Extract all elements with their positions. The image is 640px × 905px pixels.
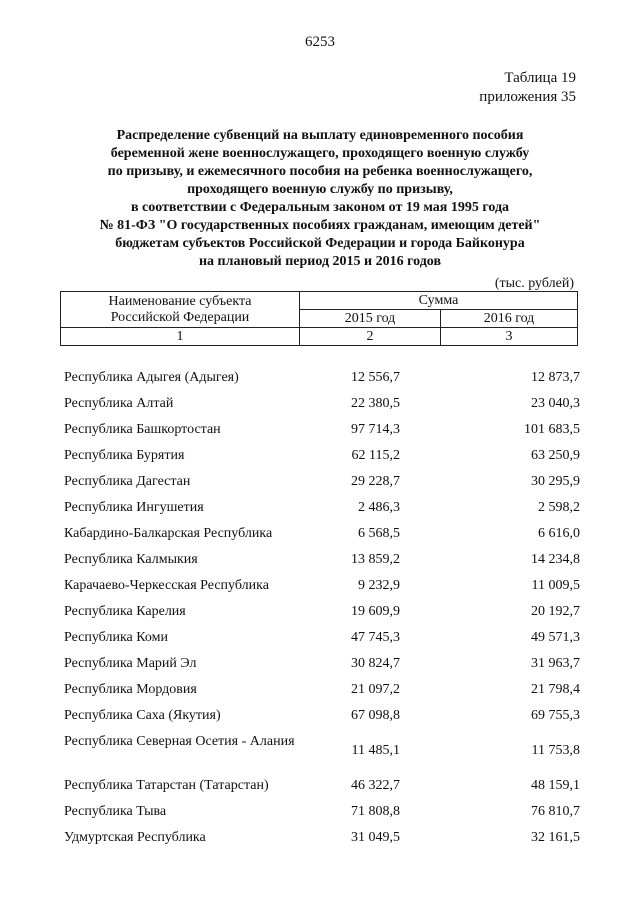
- table-row: [64, 598, 580, 624]
- title-line: Распределение субвенций на выплату единовременного пособия: [116, 128, 524, 143]
- header-name-line1: Наименование субъекта: [108, 293, 252, 309]
- table-row: [64, 572, 580, 598]
- value-2015: 22 380,5: [351, 396, 400, 411]
- title-line: проходящего военную службу по призыву,: [187, 182, 453, 197]
- value-2015: 29 228,7: [351, 474, 400, 489]
- header-name-line2: Российской Федерации: [110, 309, 250, 325]
- header-name-cell: [61, 292, 300, 328]
- subject-name: Кабардино-Балкарская Республика: [64, 526, 273, 541]
- value-2016: 11 753,8: [531, 743, 580, 758]
- subject-name: Удмуртская Республика: [64, 830, 206, 845]
- value-2016: 69 755,3: [531, 708, 580, 723]
- table-row: [64, 702, 580, 728]
- table-row: [64, 390, 580, 416]
- table-row: [64, 676, 580, 702]
- value-2015: 11 485,1: [351, 743, 400, 758]
- table-row: [64, 494, 580, 520]
- table-row: [64, 364, 580, 390]
- value-2016: 23 040,3: [531, 396, 580, 411]
- title-line: на плановый период 2015 и 2016 годов: [198, 254, 442, 269]
- subject-name: Республика Алтай: [64, 396, 174, 411]
- value-2016: 49 571,3: [531, 630, 580, 645]
- value-2016: 11 009,5: [531, 578, 580, 593]
- value-2015: 21 097,2: [351, 682, 400, 697]
- value-2015: 2 486,3: [358, 500, 400, 515]
- subject-name: Республика Тыва: [64, 804, 167, 819]
- table-body: [64, 364, 580, 850]
- value-2015: 46 322,7: [351, 778, 400, 793]
- page-number: 6253: [305, 34, 335, 50]
- value-2015: 31 049,5: [351, 830, 400, 845]
- value-2015: 19 609,9: [351, 604, 400, 619]
- value-2015: 9 232,9: [358, 578, 400, 593]
- table-header: [60, 291, 578, 346]
- value-2016: 76 810,7: [531, 804, 580, 819]
- value-2015: 12 556,7: [351, 370, 400, 385]
- value-2016: 31 963,7: [531, 656, 580, 671]
- subject-name: Республика Башкортостан: [64, 422, 221, 437]
- subject-name: Республика Ингушетия: [64, 500, 204, 515]
- value-2015: 47 745,3: [351, 630, 400, 645]
- table-row: [64, 624, 580, 650]
- table-row: [64, 546, 580, 572]
- subject-name: Республика Марий Эл: [64, 656, 197, 671]
- units-label: (тыс. рублей): [494, 276, 574, 291]
- subject-name: Республика Карелия: [64, 604, 186, 619]
- value-2016: 32 161,5: [531, 830, 580, 845]
- table-row: [64, 416, 580, 442]
- table-row: [64, 824, 580, 850]
- table-row: [64, 520, 580, 546]
- table-row: [64, 468, 580, 494]
- subject-name: Республика Татарстан (Татарстан): [64, 778, 269, 793]
- table-reference: [479, 69, 576, 107]
- subject-name: Карачаево-Черкесская Республика: [64, 578, 269, 593]
- title-line: беременной жене военнослужащего, проходящего военную службу: [110, 146, 530, 161]
- header-col-number-1: 1: [61, 328, 300, 346]
- document-title: [60, 127, 580, 271]
- value-2015: 30 824,7: [351, 656, 400, 671]
- title-line: в соответствии с Федеральным законом от 19 мая 1995 года: [130, 200, 510, 215]
- table-reference-line1: Таблица 19: [504, 70, 576, 86]
- subject-name: Республика Северная Осетия - Алания: [64, 734, 295, 749]
- table-row: [64, 442, 580, 468]
- table-row: [64, 772, 580, 798]
- header-year-2016: 2016 год: [441, 310, 578, 328]
- header-sum-cell: Сумма: [300, 292, 578, 310]
- subject-name: Республика Дагестан: [64, 474, 191, 489]
- value-2016: 63 250,9: [531, 448, 580, 463]
- value-2016: 12 873,7: [531, 370, 580, 385]
- value-2016: 2 598,2: [538, 500, 580, 515]
- value-2016: 14 234,8: [531, 552, 580, 567]
- header-col-number-2: 2: [300, 328, 441, 346]
- subject-name: Республика Адыгея (Адыгея): [64, 370, 239, 385]
- subject-name: Республика Саха (Якутия): [64, 708, 221, 723]
- value-2015: 13 859,2: [351, 552, 400, 567]
- table-row: [64, 728, 580, 772]
- value-2015: 67 098,8: [351, 708, 400, 723]
- value-2016: 30 295,9: [531, 474, 580, 489]
- subject-name: Республика Коми: [64, 630, 168, 645]
- header-col-number-3: 3: [441, 328, 578, 346]
- value-2016: 20 192,7: [531, 604, 580, 619]
- value-2016: 101 683,5: [524, 422, 580, 437]
- title-line: по призыву, и ежемесячного пособия на ребенка военнослужащего,: [107, 164, 533, 179]
- value-2015: 62 115,2: [351, 448, 400, 463]
- value-2016: 48 159,1: [531, 778, 580, 793]
- table-row: [64, 798, 580, 824]
- table-reference-line2: приложения 35: [479, 89, 576, 105]
- value-2015: 97 714,3: [351, 422, 400, 437]
- value-2015: 71 808,8: [351, 804, 400, 819]
- value-2015: 6 568,5: [358, 526, 400, 541]
- table-row: [64, 650, 580, 676]
- subject-name: Республика Калмыкия: [64, 552, 198, 567]
- value-2016: 21 798,4: [531, 682, 580, 697]
- header-year-2015: 2015 год: [300, 310, 441, 328]
- subject-name: Республика Бурятия: [64, 448, 185, 463]
- subject-name: Республика Мордовия: [64, 682, 197, 697]
- value-2016: 6 616,0: [538, 526, 580, 541]
- title-line: № 81-ФЗ "О государственных пособиях гражданам, имеющим детей": [99, 218, 541, 233]
- title-line: бюджетам субъектов Российской Федерации и города Байконура: [115, 236, 525, 251]
